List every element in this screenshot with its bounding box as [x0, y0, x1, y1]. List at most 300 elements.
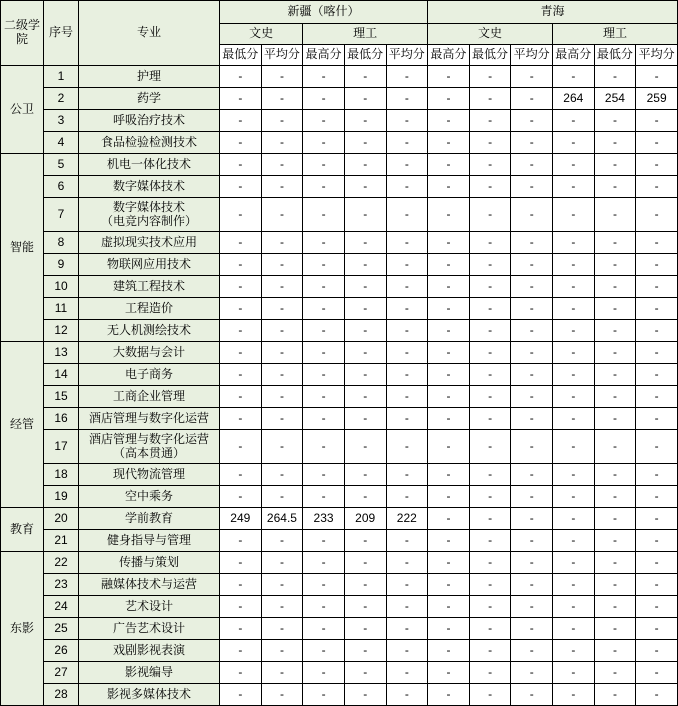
major-name-cell: 机电一体化技术	[79, 154, 220, 176]
score-cell: -	[303, 364, 345, 386]
row-index-cell: 4	[44, 132, 79, 154]
score-cell: -	[428, 640, 470, 662]
score-cell: -	[469, 596, 511, 618]
score-cell: -	[594, 530, 636, 552]
row-index-cell: 10	[44, 276, 79, 298]
score-cell: -	[261, 386, 303, 408]
score-cell: -	[344, 232, 386, 254]
header-col-xj-lg-avg: 平均分	[386, 45, 428, 66]
score-cell: -	[220, 66, 262, 88]
major-name-cell: 工商企业管理	[79, 386, 220, 408]
score-cell: -	[636, 154, 678, 176]
score-cell: -	[261, 88, 303, 110]
score-cell: -	[594, 276, 636, 298]
major-name-cell: 艺术设计	[79, 596, 220, 618]
score-cell: -	[511, 662, 553, 684]
score-cell: -	[261, 66, 303, 88]
score-cell: -	[261, 232, 303, 254]
college-cell: 东影	[1, 552, 44, 706]
score-cell: -	[553, 232, 595, 254]
score-cell: -	[553, 154, 595, 176]
score-cell: -	[553, 110, 595, 132]
score-cell: -	[553, 618, 595, 640]
score-cell: -	[594, 320, 636, 342]
score-cell: -	[636, 342, 678, 364]
score-cell: -	[261, 364, 303, 386]
score-cell: -	[553, 276, 595, 298]
score-cell: -	[303, 110, 345, 132]
score-cell: -	[594, 176, 636, 198]
score-cell: -	[428, 88, 470, 110]
score-cell: -	[220, 684, 262, 706]
score-cell: -	[553, 530, 595, 552]
score-cell: -	[303, 232, 345, 254]
row-index-cell: 5	[44, 154, 79, 176]
score-cell: -	[386, 408, 428, 430]
score-cell: -	[511, 408, 553, 430]
row-index-cell: 22	[44, 552, 79, 574]
score-cell: -	[261, 430, 303, 464]
score-cell: -	[553, 596, 595, 618]
score-cell: -	[511, 154, 553, 176]
row-index-cell: 18	[44, 464, 79, 486]
score-cell: -	[594, 430, 636, 464]
score-cell: -	[303, 276, 345, 298]
score-cell: -	[553, 430, 595, 464]
score-cell: -	[553, 386, 595, 408]
score-cell: -	[428, 574, 470, 596]
score-cell: -	[428, 132, 470, 154]
score-cell: -	[386, 176, 428, 198]
score-cell: -	[261, 640, 303, 662]
score-cell: -	[220, 486, 262, 508]
score-cell: -	[220, 276, 262, 298]
major-name-cell: 呼吸治疗技术	[79, 110, 220, 132]
score-cell: -	[469, 508, 511, 530]
row-index-cell: 8	[44, 232, 79, 254]
table-row	[1, 618, 678, 640]
table-row	[1, 364, 678, 386]
header-col-qh-ws-min: 最低分	[469, 45, 511, 66]
major-name-cell: 药学	[79, 88, 220, 110]
score-cell: -	[428, 596, 470, 618]
score-cell: -	[261, 276, 303, 298]
row-index-cell: 19	[44, 486, 79, 508]
score-cell: -	[636, 662, 678, 684]
score-cell: -	[344, 198, 386, 232]
score-cell: -	[636, 640, 678, 662]
score-cell: -	[511, 176, 553, 198]
score-cell: -	[386, 530, 428, 552]
score-cell: -	[303, 154, 345, 176]
score-cell: -	[303, 132, 345, 154]
score-cell: -	[511, 552, 553, 574]
score-cell: 259	[636, 88, 678, 110]
score-cell: -	[636, 254, 678, 276]
header-col-xj-ws-min: 最低分	[220, 45, 262, 66]
score-cell: -	[303, 596, 345, 618]
score-cell: -	[344, 530, 386, 552]
score-cell: -	[511, 276, 553, 298]
score-cell: -	[428, 66, 470, 88]
score-cell: -	[261, 320, 303, 342]
score-cell: -	[594, 110, 636, 132]
score-cell: -	[636, 364, 678, 386]
row-index-cell: 20	[44, 508, 79, 530]
score-cell: -	[594, 552, 636, 574]
table-row	[1, 276, 678, 298]
score-cell: -	[469, 176, 511, 198]
score-cell: -	[303, 430, 345, 464]
score-cell: -	[594, 662, 636, 684]
score-cell: -	[344, 386, 386, 408]
score-cell: -	[511, 530, 553, 552]
score-cell: -	[553, 176, 595, 198]
score-cell: -	[511, 298, 553, 320]
score-cell: -	[386, 298, 428, 320]
row-index-cell: 1	[44, 66, 79, 88]
score-cell: -	[386, 364, 428, 386]
table-row	[1, 298, 678, 320]
score-cell: -	[386, 662, 428, 684]
score-cell: -	[303, 640, 345, 662]
score-cell: -	[469, 276, 511, 298]
major-name-cell: 广告艺术设计	[79, 618, 220, 640]
row-index-cell: 6	[44, 176, 79, 198]
table-body	[1, 66, 678, 706]
score-cell: 264	[553, 88, 595, 110]
score-cell: -	[428, 552, 470, 574]
score-cell: -	[386, 232, 428, 254]
score-cell: -	[386, 430, 428, 464]
score-cell: -	[594, 342, 636, 364]
score-cell: -	[344, 110, 386, 132]
score-cell: -	[261, 464, 303, 486]
score-cell: 209	[344, 508, 386, 530]
score-cell: -	[636, 486, 678, 508]
score-cell: -	[220, 254, 262, 276]
score-cell: -	[344, 176, 386, 198]
score-cell: -	[428, 530, 470, 552]
score-cell: -	[469, 88, 511, 110]
score-cell: -	[469, 386, 511, 408]
score-cell: -	[303, 464, 345, 486]
score-cell: -	[261, 662, 303, 684]
score-cell: -	[344, 66, 386, 88]
table-row	[1, 66, 678, 88]
score-cell: -	[469, 320, 511, 342]
score-cell: 249	[220, 508, 262, 530]
major-name-cell: 虚拟现实技术应用	[79, 232, 220, 254]
score-cell: -	[261, 618, 303, 640]
score-cell: -	[386, 320, 428, 342]
score-cell: -	[636, 176, 678, 198]
score-cell: -	[636, 684, 678, 706]
score-cell: -	[511, 508, 553, 530]
score-cell: -	[469, 254, 511, 276]
table-row	[1, 530, 678, 552]
score-cell: -	[553, 464, 595, 486]
table-row	[1, 640, 678, 662]
score-cell: -	[220, 132, 262, 154]
header-region-qinghai: 青海	[428, 1, 678, 24]
score-cell: -	[469, 430, 511, 464]
row-index-cell: 15	[44, 386, 79, 408]
score-cell: -	[469, 408, 511, 430]
score-cell: -	[469, 486, 511, 508]
score-cell: -	[594, 298, 636, 320]
score-cell: -	[511, 596, 553, 618]
score-cell: -	[553, 662, 595, 684]
table-row	[1, 254, 678, 276]
score-cell: -	[386, 198, 428, 232]
score-cell: -	[220, 342, 262, 364]
score-cell: -	[386, 640, 428, 662]
score-cell: -	[469, 552, 511, 574]
score-cell: -	[469, 364, 511, 386]
table-row	[1, 552, 678, 574]
score-cell: -	[511, 486, 553, 508]
score-cell: -	[386, 552, 428, 574]
table-row	[1, 662, 678, 684]
score-cell: -	[636, 298, 678, 320]
header-xj-ligong: 理工	[303, 24, 428, 45]
table-row	[1, 198, 678, 232]
score-cell: -	[511, 110, 553, 132]
score-cell: -	[220, 364, 262, 386]
table-row	[1, 684, 678, 706]
score-cell: -	[220, 176, 262, 198]
score-cell: -	[511, 464, 553, 486]
major-name-cell: 影视多媒体技术	[79, 684, 220, 706]
header-xj-wenshi: 文史	[220, 24, 303, 45]
score-cell: -	[636, 574, 678, 596]
row-index-cell: 24	[44, 596, 79, 618]
score-cell: -	[261, 110, 303, 132]
score-cell: -	[303, 530, 345, 552]
score-cell: -	[594, 386, 636, 408]
score-cell: -	[636, 618, 678, 640]
table-row	[1, 88, 678, 110]
score-cell: -	[220, 88, 262, 110]
score-cell: -	[511, 640, 553, 662]
score-cell: -	[386, 154, 428, 176]
score-cell: -	[428, 684, 470, 706]
score-cell: -	[511, 684, 553, 706]
row-index-cell: 9	[44, 254, 79, 276]
score-cell: -	[428, 486, 470, 508]
table-row	[1, 154, 678, 176]
score-cell: -	[594, 464, 636, 486]
score-cell: -	[261, 176, 303, 198]
score-cell: -	[303, 198, 345, 232]
score-cell: -	[469, 132, 511, 154]
header-college: 二级学院	[1, 1, 44, 66]
score-cell: -	[344, 640, 386, 662]
score-cell: -	[594, 574, 636, 596]
score-cell: -	[303, 408, 345, 430]
table-row	[1, 596, 678, 618]
header-qh-wenshi: 文史	[428, 24, 553, 45]
score-cell: -	[344, 552, 386, 574]
score-cell: -	[220, 232, 262, 254]
score-cell: -	[594, 154, 636, 176]
major-name-cell: 酒店管理与数字化运营 （高本贯通）	[79, 430, 220, 464]
score-cell: -	[636, 66, 678, 88]
score-cell: -	[386, 66, 428, 88]
row-index-cell: 3	[44, 110, 79, 132]
score-cell: -	[220, 154, 262, 176]
score-cell: -	[261, 574, 303, 596]
score-cell: -	[469, 618, 511, 640]
score-cell: -	[469, 154, 511, 176]
score-cell: 264.5	[261, 508, 303, 530]
score-cell: -	[553, 684, 595, 706]
score-cell: -	[303, 386, 345, 408]
score-cell: -	[344, 618, 386, 640]
table-row	[1, 342, 678, 364]
score-cell: -	[428, 364, 470, 386]
score-cell: -	[386, 464, 428, 486]
score-cell: -	[220, 110, 262, 132]
score-cell: -	[303, 486, 345, 508]
score-cell: -	[469, 298, 511, 320]
score-cell: -	[261, 530, 303, 552]
score-cell: -	[636, 110, 678, 132]
score-cell: -	[594, 596, 636, 618]
score-cell: -	[636, 232, 678, 254]
major-name-cell: 戏剧影视表演	[79, 640, 220, 662]
score-cell: -	[344, 684, 386, 706]
major-name-cell: 酒店管理与数字化运营	[79, 408, 220, 430]
score-cell: -	[344, 486, 386, 508]
major-name-cell: 数字媒体技术	[79, 176, 220, 198]
major-name-cell: 健身指导与管理	[79, 530, 220, 552]
table-row	[1, 320, 678, 342]
score-cell: -	[344, 596, 386, 618]
score-cell: -	[553, 640, 595, 662]
score-cell: -	[594, 254, 636, 276]
score-cell: -	[428, 320, 470, 342]
score-cell: -	[344, 574, 386, 596]
table-row	[1, 176, 678, 198]
row-index-cell: 7	[44, 198, 79, 232]
score-cell: -	[553, 198, 595, 232]
score-cell: -	[636, 430, 678, 464]
score-cell: -	[636, 596, 678, 618]
header-col-qh-ws-avg: 平均分	[511, 45, 553, 66]
score-cell: -	[344, 276, 386, 298]
row-index-cell: 11	[44, 298, 79, 320]
score-cell: -	[220, 530, 262, 552]
score-cell: -	[636, 320, 678, 342]
score-cell: -	[261, 198, 303, 232]
score-cell: -	[220, 430, 262, 464]
score-cell: -	[636, 552, 678, 574]
college-cell: 教育	[1, 508, 44, 552]
table-row	[1, 574, 678, 596]
score-cell: -	[344, 254, 386, 276]
table-row	[1, 486, 678, 508]
score-cell: -	[261, 342, 303, 364]
score-cell: -	[636, 530, 678, 552]
score-cell: -	[553, 364, 595, 386]
score-cell: -	[594, 508, 636, 530]
row-index-cell: 14	[44, 364, 79, 386]
score-cell: -	[220, 552, 262, 574]
major-name-cell: 学前教育	[79, 508, 220, 530]
major-name-cell: 建筑工程技术	[79, 276, 220, 298]
row-index-cell: 26	[44, 640, 79, 662]
score-cell: -	[469, 530, 511, 552]
score-cell: -	[303, 176, 345, 198]
score-cell: -	[428, 298, 470, 320]
score-cell: -	[428, 342, 470, 364]
college-cell: 经管	[1, 342, 44, 508]
score-cell: -	[553, 320, 595, 342]
score-cell: -	[469, 662, 511, 684]
score-cell: -	[344, 298, 386, 320]
score-cell: -	[553, 342, 595, 364]
major-name-cell: 空中乘务	[79, 486, 220, 508]
score-cell: -	[220, 574, 262, 596]
major-name-cell: 食品检验检测技术	[79, 132, 220, 154]
score-cell: -	[553, 408, 595, 430]
score-cell: -	[344, 132, 386, 154]
score-cell: -	[344, 662, 386, 684]
score-cell: -	[636, 276, 678, 298]
score-cell: -	[220, 662, 262, 684]
score-cell: -	[386, 574, 428, 596]
score-cell: -	[428, 232, 470, 254]
score-cell: -	[469, 684, 511, 706]
score-cell: -	[511, 574, 553, 596]
major-name-cell: 融媒体技术与运营	[79, 574, 220, 596]
score-cell: -	[469, 198, 511, 232]
header-col-qh-lg-avg: 平均分	[636, 45, 678, 66]
score-cell: -	[594, 198, 636, 232]
table-row	[1, 508, 678, 530]
score-cell: -	[303, 662, 345, 684]
score-cell: 233	[303, 508, 345, 530]
score-cell: -	[511, 386, 553, 408]
score-cell: -	[303, 320, 345, 342]
score-cell: -	[220, 596, 262, 618]
header-row-1	[1, 1, 678, 24]
score-cell: -	[261, 154, 303, 176]
score-cell: -	[386, 486, 428, 508]
header-index: 序号	[44, 1, 79, 66]
score-cell: -	[344, 408, 386, 430]
score-cell: -	[594, 132, 636, 154]
score-cell: -	[386, 276, 428, 298]
header-region-xinjiang: 新疆（喀什）	[220, 1, 428, 24]
score-cell: -	[220, 640, 262, 662]
row-index-cell: 13	[44, 342, 79, 364]
score-cell: -	[303, 342, 345, 364]
score-cell: -	[303, 552, 345, 574]
score-cell: -	[303, 254, 345, 276]
header-col-qh-lg-max: 最高分	[553, 45, 595, 66]
row-index-cell: 17	[44, 430, 79, 464]
score-cell: -	[594, 486, 636, 508]
score-cell: -	[428, 176, 470, 198]
header-col-xj-ws-avg: 平均分	[261, 45, 303, 66]
score-cell: -	[261, 298, 303, 320]
score-cell: -	[428, 618, 470, 640]
score-cell: -	[428, 662, 470, 684]
score-cell: -	[220, 386, 262, 408]
